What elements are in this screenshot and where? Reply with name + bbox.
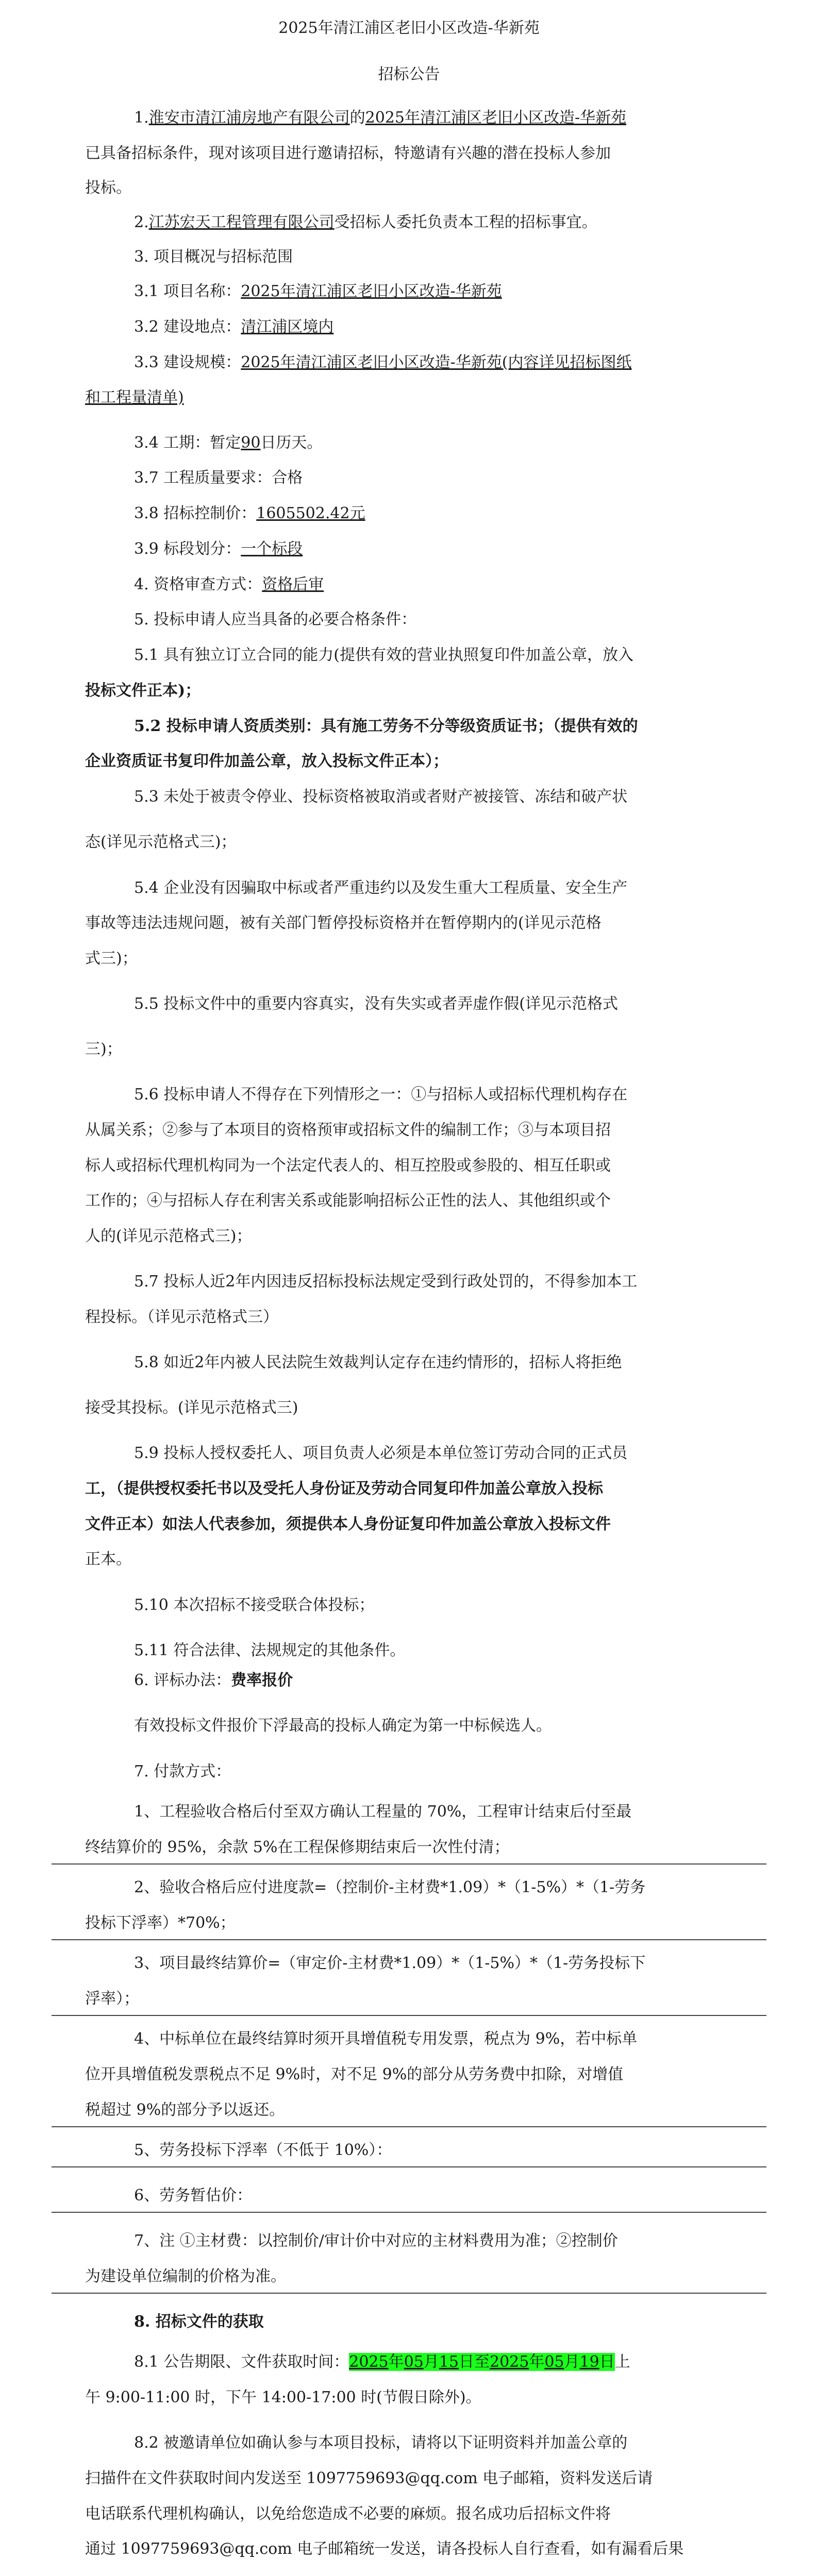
s8-date-range — [349, 2353, 614, 2371]
s5-p4a: 5.4 企业没有因骗取中标或者严重违约以及发生重大工程质量、安全生产 — [134, 879, 628, 897]
s8-day-unit-to: 日至 — [458, 2353, 490, 2371]
s3-item-duration — [134, 435, 322, 451]
s3-heading: 3. 项目概况与招标范围 — [134, 248, 293, 266]
s1-line-1 — [134, 110, 626, 126]
s3-item-quality — [134, 470, 303, 486]
s8-p2b: 扫描件在文件获取时间内发送至 1097759693@qq.com 电子邮箱，资料发送后请 — [85, 2469, 653, 2487]
s5-p5b: 三)； — [85, 1040, 122, 1058]
s6-heading — [134, 1673, 293, 1688]
s7-p2a: 2、验收合格后应付进度款=（控制价-主材费*1.09）*（1-5%）*（1-劳务 — [134, 1878, 646, 1896]
s7-p4c: 税超过 9%的部分予以返还。 — [85, 2101, 285, 2119]
s4-value: 资格后审 — [262, 575, 324, 594]
s5-p2a: 5.2 投标申请人资质类别：具有施工劳务不分等级资质证书；（提供有效的 — [134, 717, 638, 735]
s8-p2c: 电话联系代理机构确认，以免给您造成不必要的麻烦。报名成功后招标文件将 — [85, 2505, 611, 2523]
divider — [52, 2126, 766, 2127]
project-name: 2025年清江浦区老旧小区改造-华新苑 — [365, 109, 627, 127]
s3-item-price — [134, 506, 365, 521]
s3-value: 和工程量清单) — [85, 388, 184, 406]
s5-p2b: 企业资质证书复印件加盖公章，放入投标文件正本）； — [85, 752, 448, 770]
agency-name: 江苏宏天工程管理有限公司 — [148, 213, 335, 231]
s3-label: 3.3 建设规模： — [134, 353, 241, 371]
s3-value: 2025年清江浦区老旧小区改造-华新苑(内容详见招标图纸 — [241, 353, 632, 371]
s3-value: 90 — [241, 434, 261, 452]
s8-month-1: 05 — [404, 2353, 424, 2371]
s1-line-3: 投标。 — [85, 179, 131, 197]
s5-p6e: 人的(详见示范格式三)； — [85, 1227, 252, 1245]
s8-label: 8.1 公告期限、文件获取时间： — [134, 2353, 349, 2371]
s3-label: 3.7 工程质量要求： — [134, 469, 272, 487]
s8-month-unit: 月 — [423, 2353, 439, 2371]
s5-p11: 5.11 符合法律、法规规定的其他条件。 — [134, 1641, 406, 1659]
s5-p7a: 5.7 投标人近2年内因违反招标投标法规定受到行政处罚的，不得参加本工 — [134, 1273, 638, 1291]
s5-p1a — [134, 648, 633, 663]
s3-value: 合格 — [272, 469, 303, 487]
divider — [52, 2015, 766, 2016]
s3-value: 1605502.42元 — [256, 504, 365, 522]
s5-p9a: 5.9 投标人授权委托人、项目负责人必须是本单位签订劳动合同的正式员 — [134, 1444, 628, 1462]
s3-label: 3.8 招标控制价： — [134, 504, 257, 522]
s2-num: 2. — [134, 213, 149, 231]
s1-line-2: 已具备招标条件，现对该项目进行邀请招标，特邀请有兴趣的潜在投标人参加 — [85, 144, 611, 162]
s3-value: 清江浦区境内 — [241, 318, 334, 336]
s7-p4b: 位开具增值税发票税点不足 9%时，对不足 9%的部分从劳务费中扣除，对增值 — [85, 2065, 624, 2083]
s3-item-scale-cont — [85, 390, 184, 405]
s8-month-unit: 月 — [564, 2353, 580, 2371]
s5-p5a: 5.5 投标文件中的重要内容真实，没有失实或者弄虚作假(详见示范格式 — [134, 995, 618, 1013]
s5-p8b: 接受其投标。(详见示范格式三) — [85, 1399, 298, 1417]
s3-item-scale — [134, 355, 631, 370]
s3-value: 2025年清江浦区老旧小区改造-华新苑 — [241, 282, 502, 300]
s8-year-2: 2025 — [489, 2353, 529, 2371]
s6-label: 6. 评标办法： — [134, 1671, 231, 1689]
s5-p4c: 式三)； — [85, 950, 138, 968]
s1-num: 1. — [134, 109, 149, 127]
divider — [52, 2166, 766, 2167]
s8-p2d: 通过 1097759693@qq.com 电子邮箱统一发送，请各投标人自行查看，如有漏看后果 — [85, 2540, 684, 2558]
s5-p8a: 5.8 如近2年内被人民法院生效裁判认定存在违约情形的，招标人将拒绝 — [134, 1353, 622, 1371]
s3-item-section — [134, 541, 303, 557]
s8-day-1: 15 — [439, 2353, 459, 2371]
s5-p1b: 投标文件正本)； — [85, 682, 201, 700]
s8-p1a — [134, 2354, 630, 2370]
s7-p2b: 投标下浮率）*70%； — [85, 1914, 236, 1932]
s8-p1b: 午 9:00-11:00 时，下午 14:00-17:00 时(节假日除外)。 — [85, 2388, 481, 2406]
s5-p7b: 程投标。（详见示范格式三） — [85, 1308, 278, 1326]
s8-p2a: 8.2 被邀请单位如确认参与本项目投标，请将以下证明资料并加盖公章的 — [134, 2434, 628, 2452]
s1-de: 的 — [349, 109, 365, 127]
s5-heading: 5. 投标申请人应当具备的必要合格条件： — [134, 611, 417, 629]
s5-p6b: 从属关系；②参与了本项目的资格预审或招标文件的编制工作；③与本项目招 — [85, 1121, 611, 1139]
s3-label: 3.1 项目名称： — [134, 282, 241, 300]
s8-heading: 8. 招标文件的获取 — [134, 2313, 264, 2331]
s3-label: 3.9 标段划分： — [134, 540, 241, 558]
divider — [52, 1863, 766, 1865]
divider — [52, 2212, 766, 2213]
s7-p4a: 4、中标单位在最终结算时须开具增值税专用发票，税点为 9%，若中标单 — [134, 2030, 638, 2048]
s3-item-name — [134, 284, 502, 299]
s7-p5: 5、劳务投标下浮率（不低于 10%）： — [134, 2141, 392, 2159]
divider — [52, 1939, 766, 1940]
s7-p7a: 7、注 ①主材费：以控制价/审计价中对应的主材料费用为准；②控制价 — [134, 2232, 618, 2250]
s8-day-2: 19 — [579, 2353, 599, 2371]
s8-year-1: 2025 — [349, 2353, 389, 2371]
s8-day-unit: 日 — [599, 2353, 615, 2371]
s5-p6d: 工作的；④与招标人存在利害关系或能影响招标公正性的法人、其他组织或个 — [85, 1192, 611, 1210]
s5-p6a: 5.6 投标申请人不得存在下列情形之一：①与招标人或招标代理机构存在 — [134, 1086, 628, 1104]
s2-text: 受招标人委托负责本工程的招标事宜。 — [334, 213, 597, 231]
s3-unit: 日历天。 — [260, 434, 323, 452]
s5-p9c: 文件正本）如法人代表参加，须提供本人身份证复印件加盖公章放入投标文件 — [85, 1515, 611, 1533]
s6-method: 费率报价 — [231, 1671, 293, 1689]
s8-year-unit: 年 — [388, 2353, 404, 2371]
s4-line — [134, 577, 324, 592]
s7-p1a: 1、工程验收合格后付至双方确认工程量的 70%，工程审计结束后付至最 — [134, 1803, 632, 1821]
s3-label: 3.4 工期：暂定 — [134, 434, 241, 452]
s8-tail: 上 — [614, 2353, 630, 2371]
s6-body: 有效投标文件报价下浮最高的投标人确定为第一中标候选人。 — [134, 1717, 552, 1735]
s7-p3a: 3、项目最终结算价=（审定价-主材费*1.09）*（1-5%）*（1-劳务投标下 — [134, 1954, 646, 1972]
s5-p6c: 标人或招标代理机构同为一个法定代表人的、相互控股或参股的、相互任职或 — [85, 1157, 611, 1175]
s5-p3a: 5.3 未处于被责令停业、投标资格被取消或者财产被接管、冻结和破产状 — [134, 788, 628, 806]
s7-p3b: 浮率）； — [85, 1990, 139, 2008]
s7-p1b: 终结算价的 95%，余款 5%在工程保修期结束后一次性付清； — [85, 1838, 510, 1856]
document-title: 2025年清江浦区老旧小区改造-华新苑 — [278, 19, 540, 37]
s5-p3b: 态(详见示范格式三)； — [85, 833, 237, 851]
s3-label: 3.2 建设地点： — [134, 318, 241, 336]
s5-text: 5.1 具有独立订立合同的能力(提供有效的营业执照复印件加盖公章，放入 — [134, 646, 633, 664]
s3-item-location — [134, 319, 333, 335]
s5-p9d: 正本。 — [85, 1550, 131, 1568]
s5-p10: 5.10 本次招标不接受联合体投标； — [134, 1596, 375, 1614]
s7-heading: 7. 付款方式： — [134, 1762, 231, 1781]
s7-p7b: 为建设单位编制的价格为准。 — [85, 2267, 286, 2285]
tenderer-name: 淮安市清江浦房地产有限公司 — [148, 109, 350, 127]
s5-p9b: 工，（提供授权委托书以及受托人身份证及劳动合同复印件加盖公章放入投标 — [85, 1480, 603, 1498]
s4-label: 4. 资格审查方式： — [134, 575, 262, 594]
document-subtitle: 招标公告 — [378, 65, 440, 83]
s7-p6: 6、劳务暂估价： — [134, 2187, 253, 2205]
s8-month-2: 05 — [544, 2353, 564, 2371]
s5-p4b: 事故等违法违规问题，被有关部门暂停投标资格并在暂停期内的(详见示范格 — [85, 914, 602, 932]
s8-year-unit: 年 — [529, 2353, 545, 2371]
s2-line — [134, 215, 597, 230]
divider — [52, 2293, 766, 2294]
s3-value: 一个标段 — [241, 540, 303, 558]
